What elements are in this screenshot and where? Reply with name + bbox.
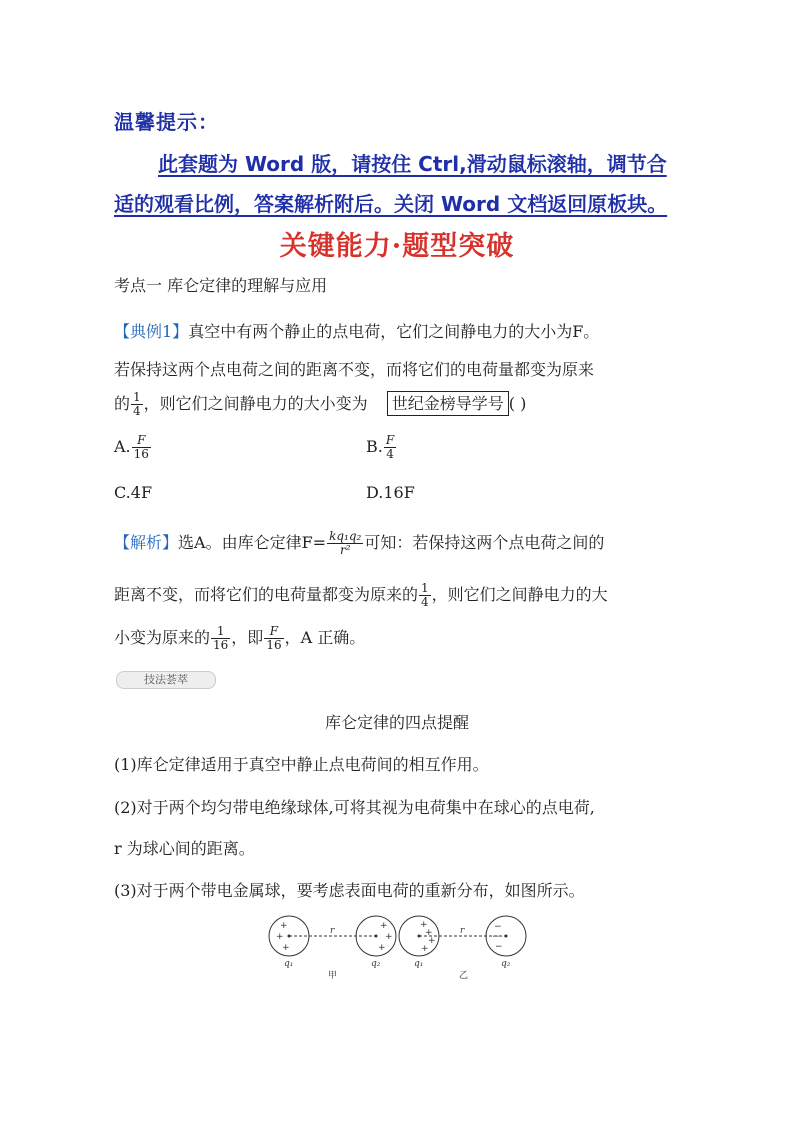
solution-pre: 选A。由库仑定律F= [178, 533, 327, 552]
charge-plus: + [280, 921, 288, 931]
solution-label: 【解析】 [114, 533, 179, 552]
charge-plus: + [421, 944, 429, 954]
option-b [366, 434, 397, 461]
charge-plus: + [420, 920, 428, 930]
solution-line3-num2: F [264, 625, 283, 639]
solution-line2-post: ，则它们之间静电力的大 [431, 585, 608, 604]
answer-paren: ( ) [508, 394, 527, 413]
example-label: 【典例1】 [114, 322, 189, 341]
example-line3-post: ，则它们之间静电力的大小变为 [143, 394, 368, 413]
example-frac-num: 1 [133, 390, 141, 404]
label-q1-a: q₁ [284, 959, 294, 969]
charge-plus: + [380, 921, 388, 931]
tips-title: 库仑定律的四点提醒 [324, 713, 469, 732]
solution-line3-den: 16 [213, 638, 229, 652]
solution-line-2 [114, 582, 608, 609]
example-fraction [131, 391, 143, 418]
solution-line2-fraction [419, 582, 431, 609]
solution-line3-mid: ，即 [231, 628, 264, 647]
option-a-num: F [132, 434, 151, 448]
option-a [114, 434, 152, 461]
example-text-1: 真空中有两个静止的点电荷，它们之间静电力的大小为F。 [188, 322, 600, 341]
topic-heading: 考点一 库仑定律的理解与应用 [114, 276, 328, 295]
solution-line2-den: 4 [421, 595, 429, 609]
point-1: (1)库仑定律适用于真空中静止点电荷间的相互作用。 [114, 755, 489, 774]
coulomb-formula [327, 530, 363, 557]
jinbang-box: 世纪金榜导学号 [387, 391, 509, 416]
label-q2-b: q₂ [501, 959, 511, 969]
example-line3-pre: 的 [114, 394, 131, 413]
tip-line-2: 适的观看比例，答案解析附后。关闭 Word 文档返回原板块。 [114, 192, 668, 216]
example-line-3 [114, 391, 526, 418]
charge-plus: + [282, 943, 290, 953]
charge-plus: + [428, 936, 436, 946]
coulomb-num: kq₁q₂ [329, 529, 362, 543]
label-jia: 甲 [328, 971, 338, 981]
label-q2-a: q₂ [371, 959, 381, 969]
label-r-a: r [330, 926, 335, 936]
solution-line3-den2: 16 [266, 638, 282, 652]
label-q1-b: q₁ [414, 959, 424, 969]
option-b-num: F [385, 433, 395, 447]
solution-line3-pre: 小变为原来的 [114, 628, 211, 647]
label-yi: 乙 [459, 971, 469, 981]
option-b-label: B. [366, 437, 383, 456]
charge-minus: − [492, 932, 500, 942]
solution-line3-fraction-1 [211, 625, 230, 652]
section-title: 关键能力·题型突破 [279, 231, 515, 262]
option-a-fraction [132, 434, 151, 461]
charge-plus: + [276, 932, 284, 942]
solution-line3-num: 1 [211, 625, 230, 639]
example-frac-den: 4 [133, 404, 141, 418]
point-2a: (2)对于两个均匀带电绝缘球体,可将其视为电荷集中在球心的点电荷, [114, 798, 595, 817]
option-c: C.4F [114, 483, 153, 502]
point-2b: r 为球心间的距离。 [114, 839, 255, 858]
option-b-den: 4 [386, 447, 394, 461]
charge-minus: − [494, 922, 502, 932]
option-a-label: A. [114, 437, 131, 456]
tip-line-1: 此套题为 Word 版，请按住 Ctrl,滑动鼠标滚轴，调节合 [158, 152, 667, 176]
solution-line2-pre: 距离不变，而将它们的电荷量都变为原来的 [114, 585, 419, 604]
metal-spheres-diagram [262, 912, 532, 984]
charge-minus: − [495, 942, 503, 952]
option-b-fraction [384, 434, 396, 461]
example-line-2: 若保持这两个点电荷之间的距离不变，而将它们的电荷量都变为原来 [114, 360, 595, 379]
charge-plus: + [378, 943, 386, 953]
tip-title: 温馨提示： [114, 110, 219, 134]
solution-line3-post: ，A 正确。 [284, 628, 366, 647]
technique-badge: 技法荟萃 [116, 671, 216, 689]
solution-line2-num: 1 [421, 581, 429, 595]
coulomb-den: r² [339, 543, 351, 557]
option-a-den: 16 [133, 447, 149, 461]
option-d: D.16F [366, 483, 415, 502]
example-line-1 [114, 319, 599, 342]
solution-line3-fraction-2 [264, 625, 283, 652]
point-3: (3)对于两个带电金属球，要考虑表面电荷的重新分布，如图所示。 [114, 881, 585, 900]
solution-line-3 [114, 625, 365, 652]
charge-plus: + [425, 928, 433, 938]
label-r-b: r [460, 926, 465, 936]
charge-plus: + [385, 932, 393, 942]
solution-line-1 [114, 530, 604, 557]
solution-post: 可知：若保持这两个点电荷之间的 [364, 533, 605, 552]
